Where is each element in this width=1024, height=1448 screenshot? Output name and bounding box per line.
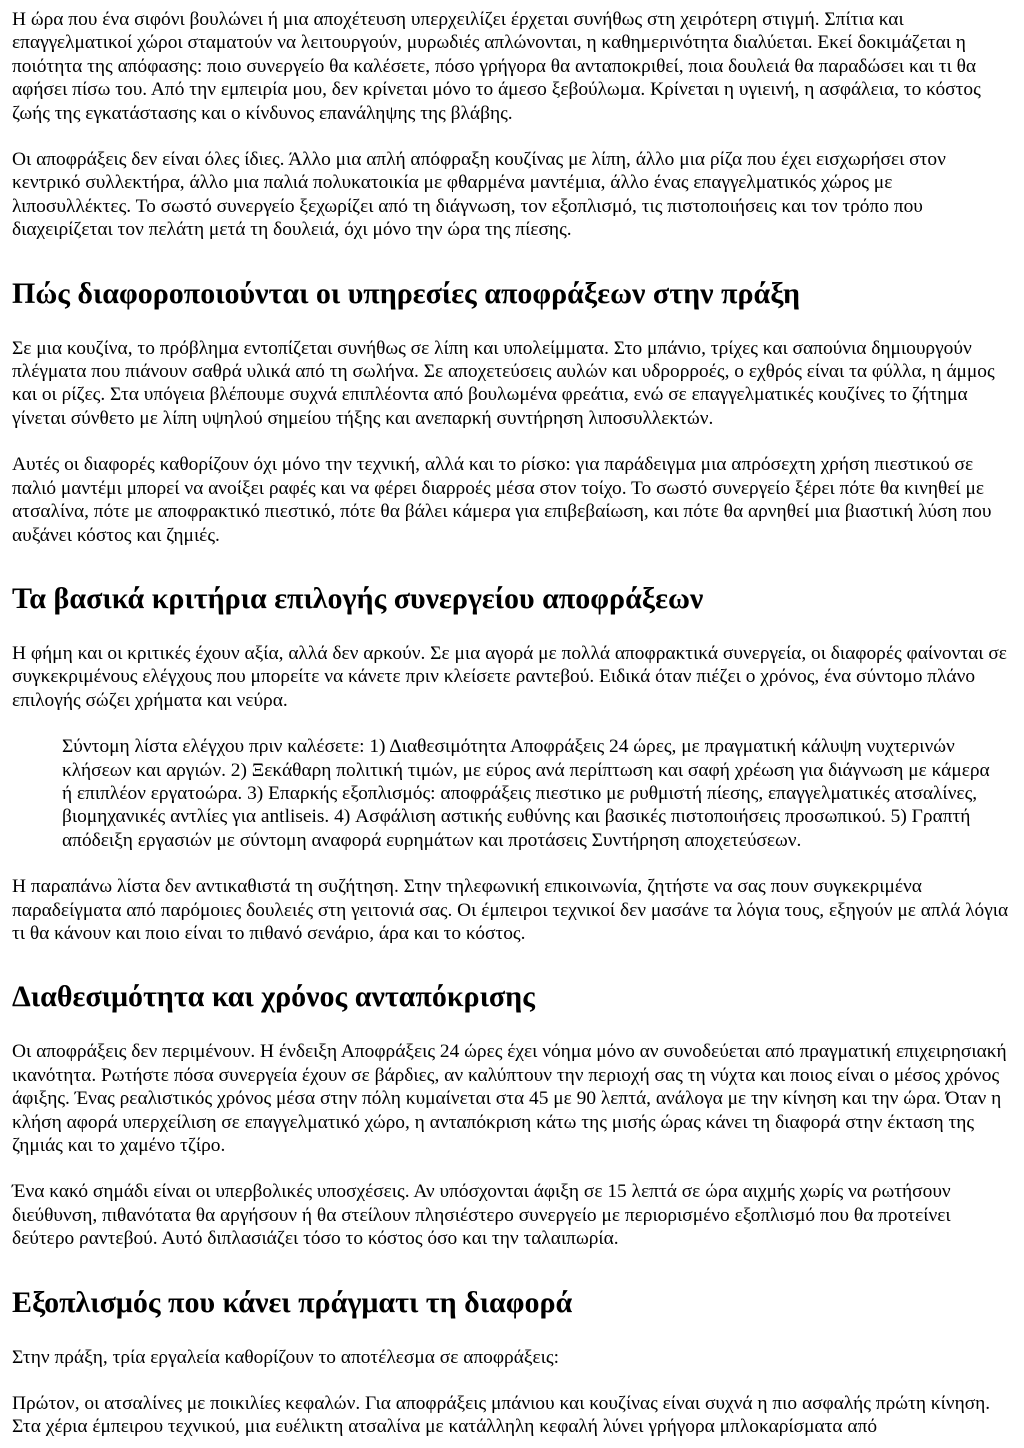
section-paragraph: Οι αποφράξεις δεν περιμένουν. Η ένδειξη Αποφράξεις 24 ώρες έχει νόημα μόνο αν συνοδεύεται από πραγματική επιχειρησιακή ικανότητα. Ρωτήστε πόσα συνεργεία έχουν σε βάρδιες, αν καλύπτουν την περιοχή σας τη νύχτα και ποιος είναι ο μέσος χρόνος άφιξης. Ένας ρεαλιστικός χρόνος μέσα στην πόλη κυμαίνεται στα 45 με 90 λεπτά, ανάλογα με την κίνηση και την ώρα. Όταν η κλήση αφορά υπερχείλιση σε επαγγελματικό χώρο, η ανταπόκριση κάτω της μισής ώρας κάνει τη διαφορά στην έκταση της ζημιάς και το χαμένο τζίρο. bbox=[12, 1041, 1007, 1156]
section-paragraph: Σε μια κουζίνα, το πρόβλημα εντοπίζεται συνήθως σε λίπη και υπολείμματα. Στο μπάνιο, τρίχες και σαπούνια δημιουργούν πλέγματα που πιάνουν σαθρά υλικά από τη σωλήνα. Σε αποχετεύσεις αυλών και υδρορροές, ο εχθρός είναι τα φύλλα, η άμμος και οι ρίζες. Στα υπόγεια βλέπουμε συχνά επιπλέοντα από βουλωμένα φρεάτια, ενώ σε επαγγελματικές κουζίνες το ζήτημα γίνεται σύνθετο με λίπη υψηλού σημείου τήξης και ανεπαρκή συντήρηση λιποσυλλεκτών. bbox=[12, 337, 995, 429]
section-heading: Εξοπλισμός που κάνει πράγματι τη διαφορά bbox=[12, 1285, 573, 1319]
section-paragraph: Αυτές οι διαφορές καθορίζουν όχι μόνο την τεχνική, αλλά και το ρίσκο: για παράδειγμα μια απρόσεχτη χρήση πιεστικού σε παλιό μαντέμι μπορεί να ανοίξει ραφές και να φέρει διαρροές μέσα στον τοίχο. Το σωστό συνεργείο ξέρει πότε θα κινηθεί με ατσαλίνα, πότε με αποφρακτικό πιεστικό, πότε θα βάλει κάμερα για επιβεβαίωση, και πότε θα αρνηθεί μια βιαστική λύση που αυξάνει κόστος και ζημιές. bbox=[12, 454, 992, 546]
section-heading: Διαθεσιμότητα και χρόνος ανταπόκρισης bbox=[12, 980, 535, 1014]
intro-paragraph: Η ώρα που ένα σιφόνι βουλώνει ή μια αποχέτευση υπερχειλίζει έρχεται συνήθως στη χειρότερη στιγμή. Σπίτια και επαγγελματικοί χώροι σταματούν να λειτουργούν, μυρωδιές απλώνονται, η καθημερινότητα διαλύεται. Εκεί δοκιμάζεται η ποιότητα της απόφασης: ποιο συνεργείο θα καλέσετε, πόσο γρήγορα θα ανταποκριθεί, ποια δουλειά θα παραδώσει και τι θα αφήσει πίσω του. Από την εμπειρία μου, δεν κρίνεται μόνο το άμεσο ξεβούλωμα. Κρίνεται η υγιεινή, η ασφάλεια, το κόστος ζωής της εγκατάστασης και ο κίνδυνος επανάληψης της βλάβης. bbox=[12, 9, 981, 124]
intro-paragraph: Οι αποφράξεις δεν είναι όλες ίδιες. Άλλο μια απλή απόφραξη κουζίνας με λίπη, άλλο μια ρίζα που έχει εισχωρήσει στον κεντρικό συλλεκτήρα, άλλο μια παλιά πολυκατοικία με φθαρμένα μαντέμια, άλλο ένας επαγγελματικός χώρος με λιποσυλλέκτες. Το σωστό συνεργείο ξεχωρίζει από τη διάγνωση, τον εξοπλισμό, τις πιστοποιήσεις και τον τρόπο που διαχειρίζεται τον πελάτη μετά τη δουλειά, όχι μόνο την ώρα της πίεσης. bbox=[12, 149, 946, 241]
section-paragraph: Στην πράξη, τρία εργαλεία καθορίζουν το αποτέλεσμα σε αποφράξεις: bbox=[12, 1346, 559, 1368]
checklist-blockquote: Σύντομη λίστα ελέγχου πριν καλέσετε: 1) Διαθεσιμότητα Αποφράξεις 24 ώρες, με πραγματική κάλυψη νυχτερινών κλήσεων και αργιών. 2) Ξεκάθαρη πολιτική τιμών, με εύρος ανά περίπτωση και σαφή χρέωση για διάγνωση με κάμερα ή επιπλέον εργατοώρα. 3) Επαρκής εξοπλισμός: αποφράξεις πιεστικο με ρυθμιστή πίεσης, επαγγελματικές ατσαλίνες, βιομηχανικές αντλίες για antliseis. 4) Ασφάλιση αστικής ευθύνης και βασικές πιστοποιήσεις προσωπικού. 5) Γραπτή απόδειξη εργασιών με σύντομη αναφορά ευρημάτων και προτάσεις Συντήρηση αποχετεύσεων. bbox=[62, 736, 990, 851]
section-paragraph: Η φήμη και οι κριτικές έχουν αξία, αλλά δεν αρκούν. Σε μια αγορά με πολλά αποφρακτικά συνεργεία, οι διαφορές φαίνονται σε συγκεκριμένους ελέγχους που μπορείτε να κάνετε πριν κλείσετε ραντεβού. Ειδικά όταν πιέζει ο χρόνος, ένα σύντομο πλάνο επιλογής σώζει χρήματα και νεύρα. bbox=[12, 642, 1007, 711]
section-paragraph: Πρώτον, οι ατσαλίνες με ποικιλίες κεφαλών. Για αποφράξεις μπάνιου και κουζίνας είναι συχνά η πιο ασφαλής πρώτη κίνηση. Στα χέρια έμπειρου τεχνικού, μια ευέλικτη ατσαλίνα με κατάλληλη κεφαλή λύνει γρήγορα μπλοκαρίσματα από bbox=[12, 1393, 991, 1438]
section-heading: Πώς διαφοροποιούνται οι υπηρεσίες αποφράξεων στην πράξη bbox=[12, 276, 800, 310]
section-paragraph: Η παραπάνω λίστα δεν αντικαθιστά τη συζήτηση. Στην τηλεφωνική επικοινωνία, ζητήστε να σας πουν συγκεκριμένα παραδείγματα από παρόμοιες δουλειές στη γειτονιά σας. Οι έμπειροι τεχνικοί δεν μασάνε τα λόγια τους, εξηγούν με απλά λόγια τι θα κάνουν και ποιο είναι το πιθανό σενάριο, άρα και το κόστος. bbox=[12, 876, 1009, 944]
section-paragraph: Ένα κακό σημάδι είναι οι υπερβολικές υποσχέσεις. Αν υπόσχονται άφιξη σε 15 λεπτά σε ώρα αιχμής χωρίς να ρωτήσουν διεύθυνση, πιθανότατα θα αργήσουν ή θα στείλουν πλησιέστερο συνεργείο με περιορισμένο εξοπλισμό που θα προτείνει δεύτερο ραντεβού. Αυτό διπλασιάζει τόσο το κόστος όσο και την ταλαιπωρία. bbox=[12, 1181, 951, 1250]
section-heading: Τα βασικά κριτήρια επιλογής συνεργείου αποφράξεων bbox=[12, 581, 704, 615]
